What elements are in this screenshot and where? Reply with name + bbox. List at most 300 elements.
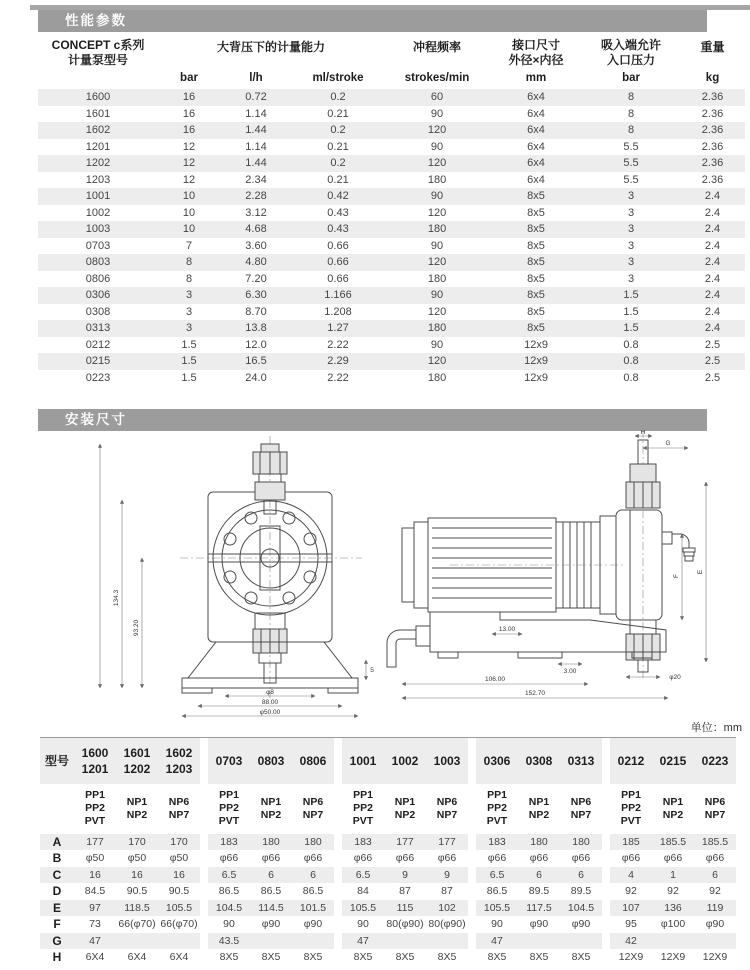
dim-value-cell <box>250 933 292 950</box>
text-line: PP1 <box>219 789 239 801</box>
dim-value-cell: 47 <box>342 933 384 950</box>
table-row <box>38 122 745 139</box>
group-gap <box>602 916 610 933</box>
dim-value-cell: 16 <box>74 867 116 884</box>
value-cell: 2.5 <box>704 338 721 351</box>
dim-value-cell: 6X4 <box>169 951 189 963</box>
col-header-capacity: 大背压下的计量能力 <box>217 40 326 54</box>
value-cell: 90 <box>430 140 444 153</box>
text-line: NP1 <box>126 795 148 808</box>
dim-row-F <box>40 916 736 933</box>
value-cell: 2.4 <box>680 221 745 238</box>
value-cell: 8x5 <box>527 272 545 285</box>
dim-value-cell: 101.5 <box>292 900 334 917</box>
dim-value-cell: 73 <box>89 918 101 930</box>
value-cell: 8.70 <box>245 305 267 318</box>
model-cell: 1601 <box>85 107 111 120</box>
table-row <box>38 221 745 238</box>
dim-row-label: B <box>52 851 62 865</box>
value-cell: 8x5 <box>527 305 545 318</box>
dim-value-cell: φ66 <box>261 852 281 864</box>
group-gap <box>200 834 208 851</box>
material-cell <box>384 784 426 834</box>
model-cell: 0313 <box>38 320 158 337</box>
dim-value-cell: 117.5 <box>518 900 560 917</box>
value-cell: 6x4 <box>490 89 582 106</box>
value-cell: 0.21 <box>327 107 349 120</box>
dim-value-cell: φ66 <box>303 852 323 864</box>
value-cell: 1.5 <box>158 353 220 370</box>
text-line: NP7 <box>704 808 726 821</box>
value-cell: 0.72 <box>220 89 292 106</box>
value-cell: 4.80 <box>220 254 292 271</box>
col-header-model-line2: 计量泵型号 <box>67 53 128 67</box>
text-line: 0212 <box>617 753 645 768</box>
material-cell <box>652 784 694 834</box>
dim-value-cell: 6.5 <box>476 867 518 884</box>
model-name <box>694 738 736 784</box>
dim-label: E <box>697 569 704 575</box>
dim-value-cell: 185.5 <box>652 834 694 851</box>
table-row <box>38 89 745 106</box>
dim-value-cell: 6 <box>694 867 736 884</box>
value-cell: 1.44 <box>220 155 292 172</box>
group-gap <box>200 850 208 867</box>
value-cell: 12x9 <box>524 338 548 351</box>
value-cell: 16 <box>158 122 220 139</box>
text-line: PP1 <box>621 789 641 801</box>
model-name <box>158 738 200 784</box>
material-cell <box>476 784 518 834</box>
group-gap <box>334 933 342 950</box>
material-cell <box>518 784 560 834</box>
dim-value-cell: φ66 <box>437 852 457 864</box>
dim-value-cell: 183 <box>208 834 250 851</box>
text-line: 1003 <box>433 753 461 768</box>
dim-value-cell: 8X5 <box>437 951 457 963</box>
model-cell: 1002 <box>85 206 111 219</box>
dim-value-cell: 8X5 <box>571 951 591 963</box>
dim-value-cell: 90.5 <box>126 885 148 897</box>
dim-value-cell: 180 <box>518 834 560 851</box>
col-header-model <box>38 36 158 70</box>
text-line: PVT <box>486 815 508 827</box>
dim-value-cell: 12X9 <box>660 951 686 963</box>
group-gap <box>200 784 208 834</box>
value-cell: 1.208 <box>324 305 352 318</box>
empty-label <box>40 784 74 834</box>
dim-value-cell: φ100 <box>660 918 686 930</box>
dim-value-cell: 9 <box>384 867 426 884</box>
text-line: PP2 <box>487 802 507 814</box>
dim-label: 3.00 <box>563 668 577 675</box>
dim-value-cell: 177 <box>384 834 426 851</box>
group-gap <box>334 883 342 900</box>
model-name <box>116 738 158 784</box>
dim-value-cell: φ66 <box>621 852 641 864</box>
dim-value-cell: 8X5 <box>395 951 415 963</box>
value-cell: 2.4 <box>704 305 721 318</box>
text-line: NP7 <box>302 808 324 821</box>
dim-label: 93.20 <box>133 619 140 637</box>
text-line: NP1 <box>260 795 282 808</box>
value-cell: 1.14 <box>245 140 267 153</box>
dim-value-cell <box>652 933 694 950</box>
dim-value-cell <box>158 933 200 950</box>
section-header-installation <box>38 409 707 431</box>
performance-table-body <box>38 89 745 386</box>
col-header-suction-line2: 入口压力 <box>607 53 656 67</box>
value-cell: 180 <box>427 371 447 384</box>
dim-label: H <box>640 430 646 436</box>
dim-label: G <box>665 440 671 447</box>
dim-value-cell: 86.5 <box>218 885 240 897</box>
value-cell: 120 <box>427 206 447 219</box>
value-cell: 8 <box>582 122 680 139</box>
value-cell: 5.5 <box>623 173 639 186</box>
table-row <box>38 155 745 172</box>
dim-value-cell: φ66 <box>353 852 373 864</box>
table-row <box>38 254 745 271</box>
front-view-drawing <box>100 436 374 716</box>
text-line: PP1 <box>353 789 373 801</box>
material-cell <box>208 784 250 834</box>
dim-value-cell: 6 <box>292 867 334 884</box>
dim-value-cell: φ90 <box>261 918 281 930</box>
text-line: 0803 <box>257 753 285 768</box>
material-cell <box>292 784 334 834</box>
header-row-labels <box>38 36 745 70</box>
dim-value-cell: 87 <box>441 885 453 897</box>
group-gap <box>334 850 342 867</box>
dim-value-cell: 8X5 <box>219 951 239 963</box>
dim-value-cell <box>426 933 468 950</box>
value-cell: 2.36 <box>701 140 724 153</box>
text-line: 1202 <box>123 761 151 776</box>
table-row <box>38 320 745 337</box>
material-cell <box>116 784 158 834</box>
value-cell: 3 <box>582 188 680 205</box>
group-gap <box>602 933 610 950</box>
col-header-weight: 重量 <box>700 40 725 54</box>
dim-value-cell: 12X9 <box>618 951 644 963</box>
group-gap <box>468 949 476 966</box>
dim-value-cell <box>384 933 426 950</box>
table-row <box>38 238 745 255</box>
dim-value-cell: 86.5 <box>302 885 324 897</box>
value-cell: 120 <box>427 305 447 318</box>
value-cell: 6x4 <box>490 122 582 139</box>
value-cell: 8x5 <box>490 320 582 337</box>
dim-label: 106.00 <box>485 676 505 683</box>
dim-value-cell: φ90 <box>571 918 591 930</box>
text-line: 1203 <box>165 761 193 776</box>
value-cell: 90 <box>430 239 444 252</box>
value-cell: 3 <box>582 221 680 238</box>
text-line: NP7 <box>570 808 592 821</box>
dim-row-label: C <box>40 867 74 884</box>
value-cell: 2.4 <box>704 239 721 252</box>
model-cell: 0703 <box>85 239 111 252</box>
value-cell: 3.60 <box>245 239 267 252</box>
model-name <box>560 738 602 784</box>
dim-value-cell: 107 <box>610 900 652 917</box>
unit-mlstroke: ml/stroke <box>312 72 364 84</box>
dim-value-cell: 92 <box>709 885 721 897</box>
text-line: NP6 <box>436 795 458 808</box>
text-line: 0215 <box>659 753 687 768</box>
col-header-port-line1: 接口尺寸 <box>512 38 561 52</box>
table-row <box>38 337 745 354</box>
value-cell: 2.4 <box>680 287 745 304</box>
dim-value-cell <box>694 933 736 950</box>
model-cell: 0803 <box>38 254 158 271</box>
dim-label: 13.00 <box>498 626 516 633</box>
value-cell: 3 <box>627 206 635 219</box>
text-line: NP2 <box>260 808 282 821</box>
value-cell: 6x4 <box>527 173 545 186</box>
table-row <box>38 172 745 189</box>
unit-bar2: bar <box>622 72 640 84</box>
group-gap <box>602 738 610 784</box>
dim-row-label: H <box>52 950 62 964</box>
group-gap <box>602 949 610 966</box>
dim-value-cell: 105.5 <box>476 900 518 917</box>
dim-value-cell: φ66 <box>219 852 239 864</box>
group-gap <box>334 738 342 784</box>
dim-value-cell: 6 <box>560 867 602 884</box>
dim-value-cell: 104.5 <box>208 900 250 917</box>
group-gap <box>468 900 476 917</box>
dim-value-cell: φ66 <box>395 852 415 864</box>
dim-value-cell: 42 <box>610 933 652 950</box>
value-cell: 8x5 <box>490 188 582 205</box>
dim-value-cell: 180 <box>560 834 602 851</box>
dim-row-label: G <box>40 933 74 950</box>
model-cell: 0223 <box>85 371 111 384</box>
text-line: PVT <box>352 815 374 827</box>
model-name <box>652 738 694 784</box>
text-line: PP2 <box>85 802 105 814</box>
value-cell: 1.5 <box>181 338 197 351</box>
dim-row-E <box>40 900 736 917</box>
dim-value-cell: 90 <box>223 918 235 930</box>
value-cell: 8 <box>627 107 635 120</box>
value-cell: 16 <box>182 107 196 120</box>
value-cell: 2.22 <box>327 338 349 351</box>
text-line: PP2 <box>219 802 239 814</box>
value-cell: 10 <box>158 188 220 205</box>
dim-label: φ20 <box>669 674 681 681</box>
value-cell: 8x5 <box>490 221 582 238</box>
section-title: 性能参数 <box>65 13 127 28</box>
value-cell: 6x4 <box>527 140 545 153</box>
dim-value-cell: 185.5 <box>694 834 736 851</box>
dim-value-cell: 90 <box>357 918 369 930</box>
dim-value-cell: 80(φ90) <box>428 918 466 930</box>
dim-value-cell: φ90 <box>303 918 323 930</box>
dim-value-cell: 170 <box>158 834 200 851</box>
value-cell: 90 <box>384 287 490 304</box>
group-gap <box>334 916 342 933</box>
group-gap <box>200 949 208 966</box>
dim-value-cell: 92 <box>625 885 637 897</box>
dim-value-cell: 84.5 <box>84 885 106 897</box>
model-cell: 0215 <box>38 353 158 370</box>
dim-row-label: A <box>40 834 74 851</box>
dim-value-cell: 66(φ70) <box>118 918 156 930</box>
group-gap <box>468 883 476 900</box>
dim-header-models-row <box>40 738 736 784</box>
model-cell: 0806 <box>85 272 111 285</box>
text-line: PP1 <box>85 789 105 801</box>
value-cell: 0.2 <box>292 89 384 106</box>
value-cell: 2.4 <box>704 272 721 285</box>
value-cell: 0.8 <box>623 371 639 384</box>
dim-value-cell: 47 <box>74 933 116 950</box>
installation-drawings <box>30 430 730 718</box>
value-cell: 7 <box>185 239 193 252</box>
model-name <box>384 738 426 784</box>
value-cell: 2.5 <box>704 371 721 384</box>
text-line: NP1 <box>528 795 550 808</box>
value-cell: 2.22 <box>327 371 349 384</box>
group-gap <box>200 900 208 917</box>
dim-table-body <box>40 738 736 966</box>
dim-row-D <box>40 883 736 900</box>
value-cell: 13.8 <box>220 320 292 337</box>
dim-value-cell: φ66 <box>487 852 507 864</box>
dim-label: 5 <box>370 667 374 674</box>
dim-value-cell: 8X5 <box>529 951 549 963</box>
text-line: NP6 <box>302 795 324 808</box>
model-name <box>208 738 250 784</box>
unit-note: 单位：mm <box>690 722 742 734</box>
model-cell: 0306 <box>38 287 158 304</box>
value-cell: 2.36 <box>680 155 745 172</box>
dim-value-cell: 6 <box>250 867 292 884</box>
unit-bar: bar <box>180 72 198 84</box>
group-gap <box>200 867 208 884</box>
model-name <box>74 738 116 784</box>
value-cell: 1.44 <box>220 122 292 139</box>
value-cell: 10 <box>158 221 220 238</box>
value-cell: 12 <box>158 155 220 172</box>
unit-empty <box>38 70 158 89</box>
value-cell: 7.20 <box>245 272 267 285</box>
group-gap <box>468 867 476 884</box>
value-cell: 5.5 <box>623 140 639 153</box>
value-cell: 2.4 <box>680 188 745 205</box>
text-line: 0806 <box>299 753 327 768</box>
value-cell: 180 <box>384 320 490 337</box>
value-cell: 3 <box>158 320 220 337</box>
model-cell: 1600 <box>38 89 158 106</box>
dim-value-cell: 104.5 <box>560 900 602 917</box>
value-cell: 2.36 <box>680 122 745 139</box>
value-cell: 0.42 <box>292 188 384 205</box>
dim-value-cell: φ50 <box>85 852 105 864</box>
col-header-port-line2: 外径×内径 <box>508 53 564 67</box>
text-line: NP7 <box>436 808 458 821</box>
value-cell: 120 <box>384 254 490 271</box>
text-line: 0703 <box>215 753 243 768</box>
value-cell: 120 <box>384 122 490 139</box>
text-line: 1602 <box>165 745 193 760</box>
value-cell: 1.5 <box>623 305 639 318</box>
dim-row-label: E <box>40 900 74 917</box>
dim-value-cell: 118.5 <box>116 900 158 917</box>
text-line: PP2 <box>621 802 641 814</box>
model-name <box>476 738 518 784</box>
dim-value-cell: 89.5 <box>570 885 592 897</box>
pump-drawings-svg <box>30 430 730 718</box>
dim-value-cell: φ90 <box>529 918 549 930</box>
group-gap <box>200 738 208 784</box>
text-line: 1002 <box>391 753 419 768</box>
value-cell: 12x9 <box>524 371 548 384</box>
group-gap <box>468 933 476 950</box>
value-cell: 8x5 <box>490 287 582 304</box>
text-line: NP2 <box>394 808 416 821</box>
dim-value-cell: 97 <box>74 900 116 917</box>
model-cell: 0212 <box>85 338 111 351</box>
value-cell: 2.34 <box>245 173 267 186</box>
dim-row-label: F <box>53 917 61 931</box>
text-line: 0313 <box>567 753 595 768</box>
dim-row-label: D <box>52 884 62 898</box>
unit-mm: mm <box>525 72 547 84</box>
value-cell: 2.36 <box>680 89 745 106</box>
value-cell: 2.29 <box>292 353 384 370</box>
group-gap <box>200 916 208 933</box>
value-cell: 1.166 <box>292 287 384 304</box>
material-cell <box>250 784 292 834</box>
value-cell: 6x4 <box>527 107 545 120</box>
value-cell: 0.2 <box>292 155 384 172</box>
value-cell: 2.4 <box>680 320 745 337</box>
value-cell: 2.4 <box>680 254 745 271</box>
dim-value-cell: φ50 <box>169 852 189 864</box>
dim-value-cell: 90 <box>491 918 503 930</box>
value-cell: 10 <box>182 206 196 219</box>
group-gap <box>468 784 476 834</box>
model-cell: 0308 <box>85 305 111 318</box>
dim-value-cell: 66(φ70) <box>160 918 198 930</box>
dim-value-cell: 136 <box>652 900 694 917</box>
dim-value-cell: 47 <box>476 933 518 950</box>
material-cell <box>694 784 736 834</box>
group-gap <box>468 834 476 851</box>
text-line: NP2 <box>126 808 148 821</box>
value-cell: 1.5 <box>582 287 680 304</box>
table-row <box>38 205 745 222</box>
side-view-drawing <box>387 430 706 698</box>
model-cell: 1003 <box>38 221 158 238</box>
dim-value-cell: 87 <box>399 885 411 897</box>
group-gap <box>602 784 610 834</box>
dim-row-H <box>40 949 736 966</box>
dim-value-cell: 115 <box>384 900 426 917</box>
value-cell: 90 <box>384 188 490 205</box>
text-line: NP2 <box>662 808 684 821</box>
dim-value-cell: φ66 <box>529 852 549 864</box>
dim-value-cell: φ50 <box>127 852 147 864</box>
text-line: PVT <box>218 815 240 827</box>
dim-label: 134.3 <box>113 589 120 607</box>
value-cell: 90 <box>430 338 444 351</box>
value-cell: 8x5 <box>490 254 582 271</box>
